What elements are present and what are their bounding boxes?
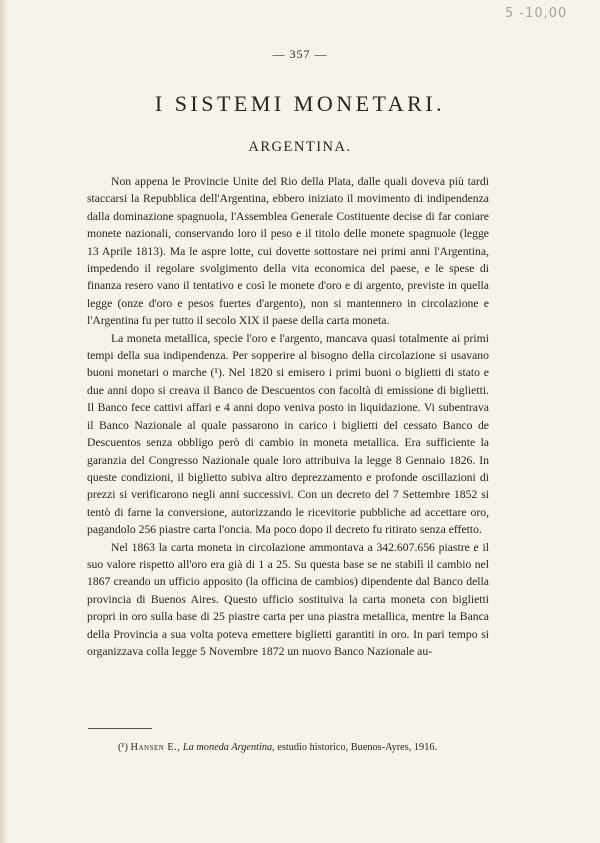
body-text [87, 173, 489, 660]
footnote-work: La moneda Argentina, [182, 742, 275, 753]
paragraph-1: Non appena le Provincie Unite del Rio della Plata, dalle quali doveva più tardi staccarsi la Repubblica dell'Argentina, ebbero iniziato il movimento di indipendenza dalla dominazione spagnuola, l'Assemblea Generale Costituente decise di far coniare monete nazionali, conservando loro il peso e il titolo delle monete spagnuole (legge 13 Aprile 1813). Ma le aspre lotte, cui dovette sottostare nei primi anni l'Argentina, impedendo il regolare svolgimento della vita economica del paese, e le spese di finanza resero vano il tentativo e così le monete d'oro e di argento, previste in quella legge (onze d'oro e pesos fuertes d'argento), non si mantennero in circolazione e l'Argentina fu per tutto il secolo XIX il paese della carta moneta. [87, 175, 489, 328]
paragraph-3: Nel 1863 la carta moneta in circolazione ammontava a 342.607.656 piastre e il suo valore rispetto all'oro era già di 1 a 25. Su questa base se ne stabilì il cambio nel 1867 creando un ufficio apposito (la officina de cambios) dipendente dal Banco della provincia di Buenos Aires. Questo ufficio sostituiva la carta moneta con biglietti propri in oro sulla base di 25 piastre carta per una piastra metallica, mentre la Banca della Provincia a sua volta poteva emettere biglietti garantiti in oro. In pari tempo si organizzava colla legge 5 Novembre 1872 un nuovo Banco Nazionale au- [87, 540, 489, 658]
pencil-annotation: 5 -10,00 [505, 6, 568, 21]
footnote-details: estudio historico, Buenos-Ayres, 1916. [277, 742, 438, 753]
page-number: — 357 — [272, 47, 328, 61]
paragraph-2: La moneta metallica, specie l'oro e l'argento, mancava quasi totalmente ai primi tempi della sua indipendenza. Per sopperire al bisogno della circolazione si usavano buoni monetari o marche (¹). Nel 1820 si emisero i primi buoni o biglietti di stato e due anni dopo si creava il Banco de Descuentos con facoltà di emissione di biglietti. Il Banco fece cattivi affari e 4 anni dopo veniva posto in liquidazione. Vi subentrava il Banco Nazionale al quale passarono in carico i biglietti del cessato Banco de Descuentos senza obbligo però di cambio in moneta metallica. Era sufficiente la garanzia del Congresso Nazionale quale loro attribuiva la legge 8 Gennaio 1826. In queste condizioni, il biglietto subiva altro deprezzamento e profonde oscillazioni di prezzi si verificarono negli anni successivi. Con un decreto del 7 Settembre 1852 si tentò di farne la conversione, autorizzando le ricevitorie pubbliche ad accettare oro, pagandolo 256 piastre carta l'oncia. Ma poco dopo il decreto fu ritirato senza effetto. [87, 331, 489, 537]
page-title: I SISTEMI MONETARI. [154, 91, 446, 116]
footnote-marker: (¹) [118, 742, 128, 753]
binding-edge [0, 0, 8, 843]
footnote [118, 741, 518, 754]
section-title: ARGENTINA. [248, 139, 352, 155]
footnote-divider [88, 728, 152, 729]
footnote-author: Hansen E., [130, 742, 181, 753]
